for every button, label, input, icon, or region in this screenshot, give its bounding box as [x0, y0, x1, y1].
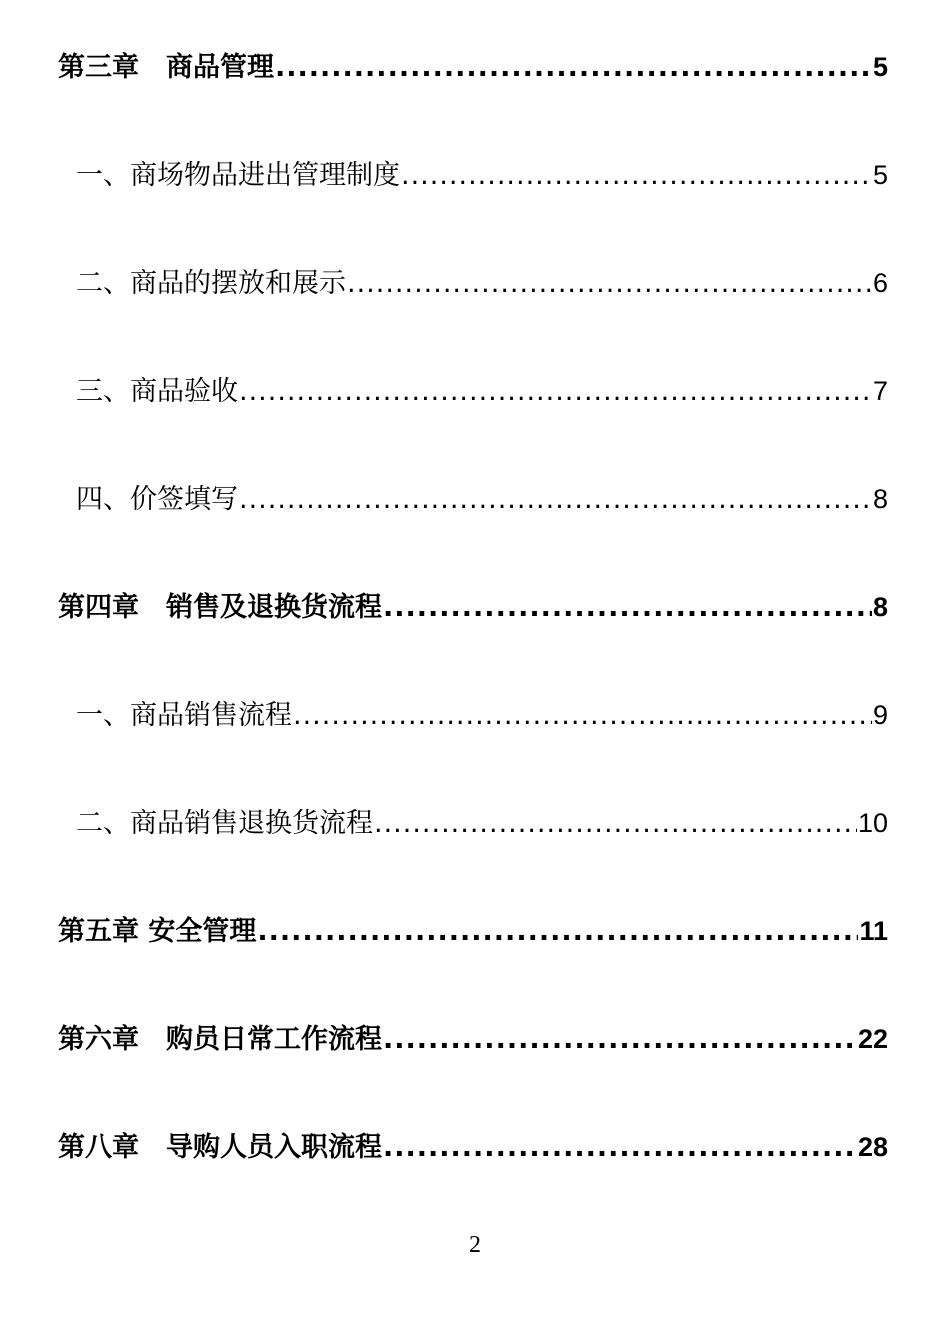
dot-leader: [401, 149, 872, 203]
dot-leader: [257, 905, 858, 959]
toc-entry-page: 8: [872, 592, 888, 622]
toc-entry-page: 10: [857, 808, 888, 838]
toc-entry-label: 二、商品销售退换货流程: [76, 808, 373, 839]
toc-entry-page: 6: [872, 268, 888, 298]
toc-entry-label: 二、商品的摆放和展示: [76, 268, 346, 299]
toc-entry-page: 11: [859, 916, 888, 946]
toc-entry-label: 第六章 购员日常工作流程: [58, 1024, 382, 1055]
toc-entry-page: 9: [872, 700, 888, 730]
toc-section-4-1[interactable]: [58, 688, 888, 796]
toc-entry-page: 28: [857, 1132, 888, 1162]
toc-chapter-4[interactable]: [58, 580, 888, 688]
toc-entry-label: 第八章 导购人员入职流程: [58, 1132, 382, 1163]
page-number: 2: [469, 1232, 481, 1258]
dot-leader: [275, 41, 872, 95]
dot-leader: [383, 1121, 857, 1175]
toc-section-3-3[interactable]: [58, 364, 888, 472]
toc-entry-label: 第三章 商品管理: [58, 52, 274, 83]
toc-section-3-2[interactable]: [58, 256, 888, 364]
toc-entry-page: 7: [872, 376, 888, 406]
toc-section-3-1[interactable]: [58, 148, 888, 256]
toc-section-3-4[interactable]: [58, 472, 888, 580]
dot-leader: [347, 257, 872, 311]
toc-section-4-2[interactable]: [58, 796, 888, 904]
dot-leader: [383, 581, 872, 635]
toc-entry-page: 5: [872, 160, 888, 190]
dot-leader: [374, 797, 857, 851]
toc-entry-page: 22: [857, 1024, 888, 1054]
dot-leader: [239, 473, 872, 527]
toc-chapter-6[interactable]: [58, 1012, 888, 1120]
toc-chapter-5[interactable]: [58, 904, 888, 1012]
dot-leader: [239, 365, 872, 419]
toc-entry-label: 一、商品销售流程: [76, 700, 292, 731]
toc-chapter-8[interactable]: [58, 1120, 888, 1228]
dot-leader: [383, 1013, 857, 1067]
table-of-contents: [58, 40, 888, 1228]
toc-entry-label: 第四章 销售及退换货流程: [58, 592, 382, 623]
toc-entry-label: 三、商品验收: [76, 376, 238, 407]
toc-entry-label: 第五章 安全管理: [58, 916, 257, 947]
toc-entry-label: 一、商场物品进出管理制度: [76, 160, 400, 191]
toc-entry-page: 5: [872, 52, 888, 82]
toc-chapter-3[interactable]: [58, 40, 888, 148]
dot-leader: [293, 689, 872, 743]
toc-entry-page: 8: [872, 484, 888, 514]
toc-entry-label: 四、价签填写: [76, 484, 238, 515]
